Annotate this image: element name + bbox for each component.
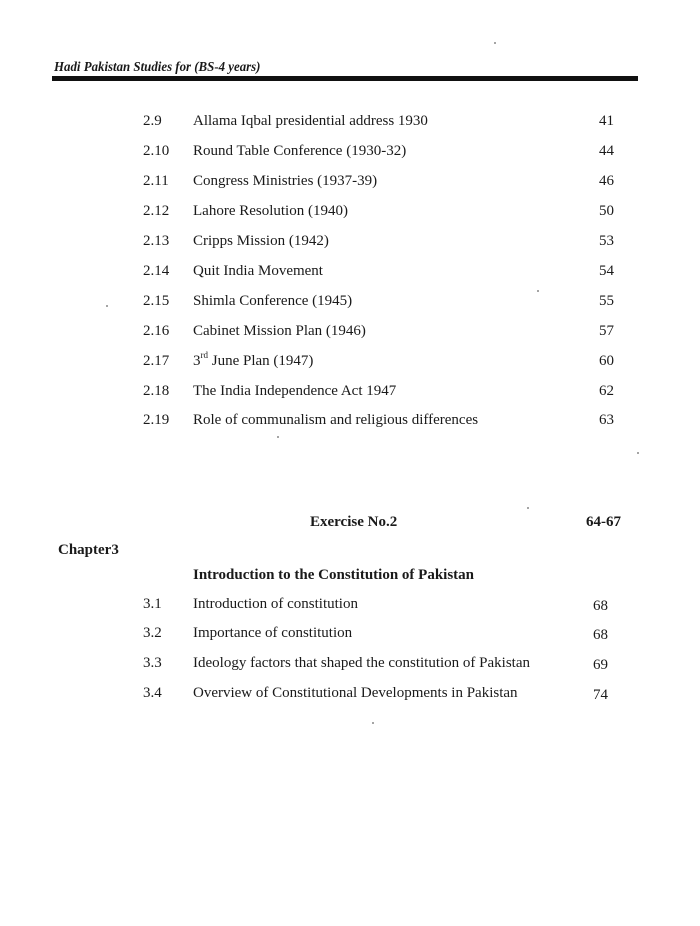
entry-title: Allama Iqbal presidential address 1930	[193, 113, 428, 129]
entry-number: 2.15	[143, 293, 170, 309]
scan-speck	[637, 452, 639, 454]
entry-number: 2.13	[143, 233, 170, 249]
entry-title: The India Independence Act 1947	[193, 383, 397, 399]
entry-number: 3.2	[143, 625, 162, 641]
entry-number: 3.3	[143, 655, 162, 671]
entry-page: 62	[599, 383, 614, 399]
entry-page: 68	[593, 598, 608, 614]
exercise-label: Exercise No.2	[310, 514, 398, 530]
entry-title: Overview of Constitutional Developments in Pakistan	[193, 685, 518, 701]
header-rule	[52, 76, 638, 81]
entry-number: 2.14	[143, 263, 170, 279]
entry-title: Quit India Movement	[193, 263, 323, 279]
entry-number: 3.1	[143, 596, 162, 612]
entry-number: 3.4	[143, 685, 162, 701]
entry-number: 2.19	[143, 412, 170, 428]
entry-title: Cripps Mission (1942)	[193, 233, 329, 249]
entry-page: 63	[599, 412, 614, 428]
scan-speck	[372, 722, 374, 724]
entry-number: 2.17	[143, 353, 170, 369]
entry-title: Ideology factors that shaped the constitution of Pakistan	[193, 655, 531, 671]
entry-title: Cabinet Mission Plan (1946)	[193, 323, 366, 339]
entry-number: 2.9	[143, 113, 162, 129]
entry-page: 53	[599, 233, 614, 249]
scan-speck	[106, 305, 108, 307]
scan-speck	[494, 42, 496, 44]
entry-number: 2.10	[143, 143, 170, 159]
entry-page: 60	[599, 353, 614, 369]
chapter-label: Chapter3	[58, 542, 119, 558]
scan-speck	[527, 507, 529, 509]
entry-title: Importance of constitution	[193, 625, 353, 641]
entry-title: Congress Ministries (1937-39)	[193, 173, 378, 189]
entry-number: 2.16	[143, 323, 170, 339]
entry-page: 57	[599, 323, 614, 339]
entry-page: 50	[599, 203, 614, 219]
entry-page: 74	[593, 687, 608, 703]
entry-number: 2.18	[143, 383, 170, 399]
entry-title: Role of communalism and religious differences	[193, 412, 479, 428]
entry-page: 68	[593, 627, 608, 643]
chapter-heading: Introduction to the Constitution of Pakistan	[193, 567, 475, 583]
exercise-pages: 64-67	[586, 514, 621, 530]
entry-page: 44	[599, 143, 614, 159]
entry-page: 41	[599, 113, 614, 129]
entry-number: 2.11	[143, 173, 169, 189]
entry-title: Introduction of constitution	[193, 596, 358, 612]
scan-speck	[537, 290, 539, 292]
entry-title: Lahore Resolution (1940)	[193, 203, 348, 219]
entry-page: 46	[599, 173, 614, 189]
entry-page: 55	[599, 293, 614, 309]
entry-title: 3rd June Plan (1947)	[193, 350, 314, 369]
entry-page: 54	[599, 263, 614, 279]
entry-title: Shimla Conference (1945)	[193, 293, 353, 309]
entry-page: 69	[593, 657, 608, 673]
entry-number: 2.12	[143, 203, 170, 219]
entry-title: Round Table Conference (1930-32)	[193, 143, 407, 159]
scan-speck	[277, 436, 279, 438]
book-title: Hadi Pakistan Studies for (BS-4 years)	[54, 60, 261, 75]
